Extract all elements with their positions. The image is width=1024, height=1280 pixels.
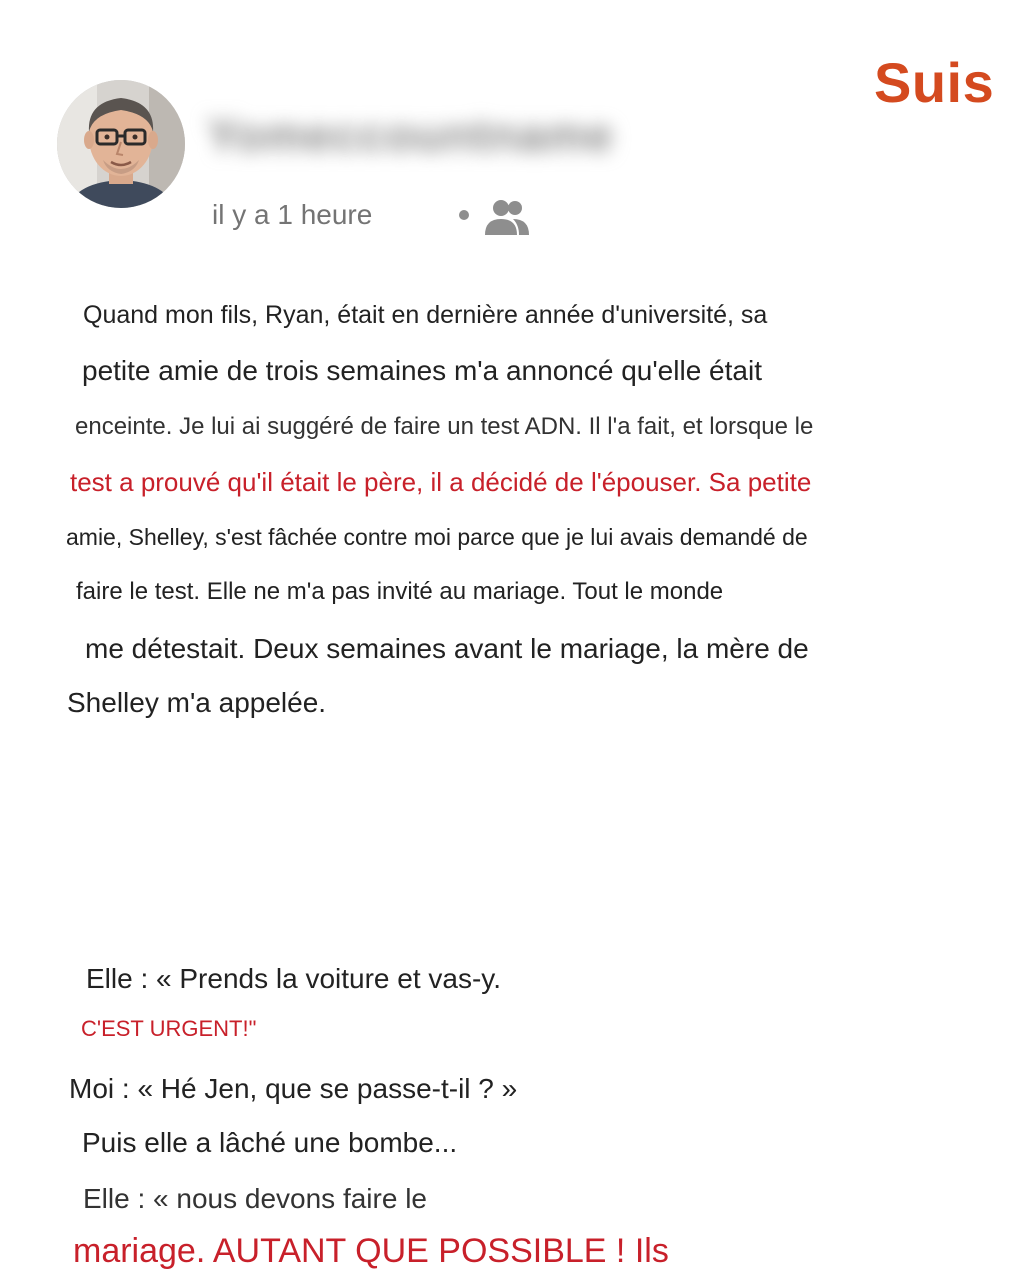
story-line: petite amie de trois semaines m'a annoncé qu'elle était (82, 355, 762, 386)
dialogue-line: Moi : « Hé Jen, que se passe-t-il ? » (69, 1073, 518, 1104)
story-line: me détestait. Deux semaines avant le mariage, la mère de (85, 633, 809, 664)
story-line: Quand mon fils, Ryan, était en dernière année d'université, sa (83, 301, 768, 329)
dialogue-line: Elle : « Prends la voiture et vas-y. (86, 963, 501, 994)
follow-button[interactable]: Suis (874, 51, 995, 114)
avatar-photo (57, 80, 185, 208)
username[interactable]: Yomeccountname (207, 109, 614, 161)
story-line: enceinte. Je lui ai suggéré de faire un test ADN. Il l'a fait, et lorsque le (75, 413, 814, 440)
post-timestamp: il y a 1 heure (212, 199, 373, 230)
dialogue-line: Elle : « nous devons faire le (83, 1183, 427, 1214)
dialogue-line: Puis elle a lâché une bombe... (82, 1127, 458, 1158)
story-line: Shelley m'a appelée. (67, 687, 327, 718)
dialogue-line-highlight: C'EST URGENT!" (81, 1016, 257, 1041)
group-icon (483, 195, 531, 239)
dialogue-line-highlight: mariage. AUTANT QUE POSSIBLE ! Ils (73, 1232, 669, 1270)
avatar[interactable] (57, 80, 185, 208)
story-line: faire le test. Elle ne m'a pas invité au mariage. Tout le monde (76, 578, 724, 605)
story-line-highlight: test a prouvé qu'il était le père, il a décidé de l'épouser. Sa petite (70, 467, 812, 497)
separator-dot (459, 210, 469, 220)
story-line: amie, Shelley, s'est fâchée contre moi parce que je lui avais demandé de (66, 524, 808, 550)
